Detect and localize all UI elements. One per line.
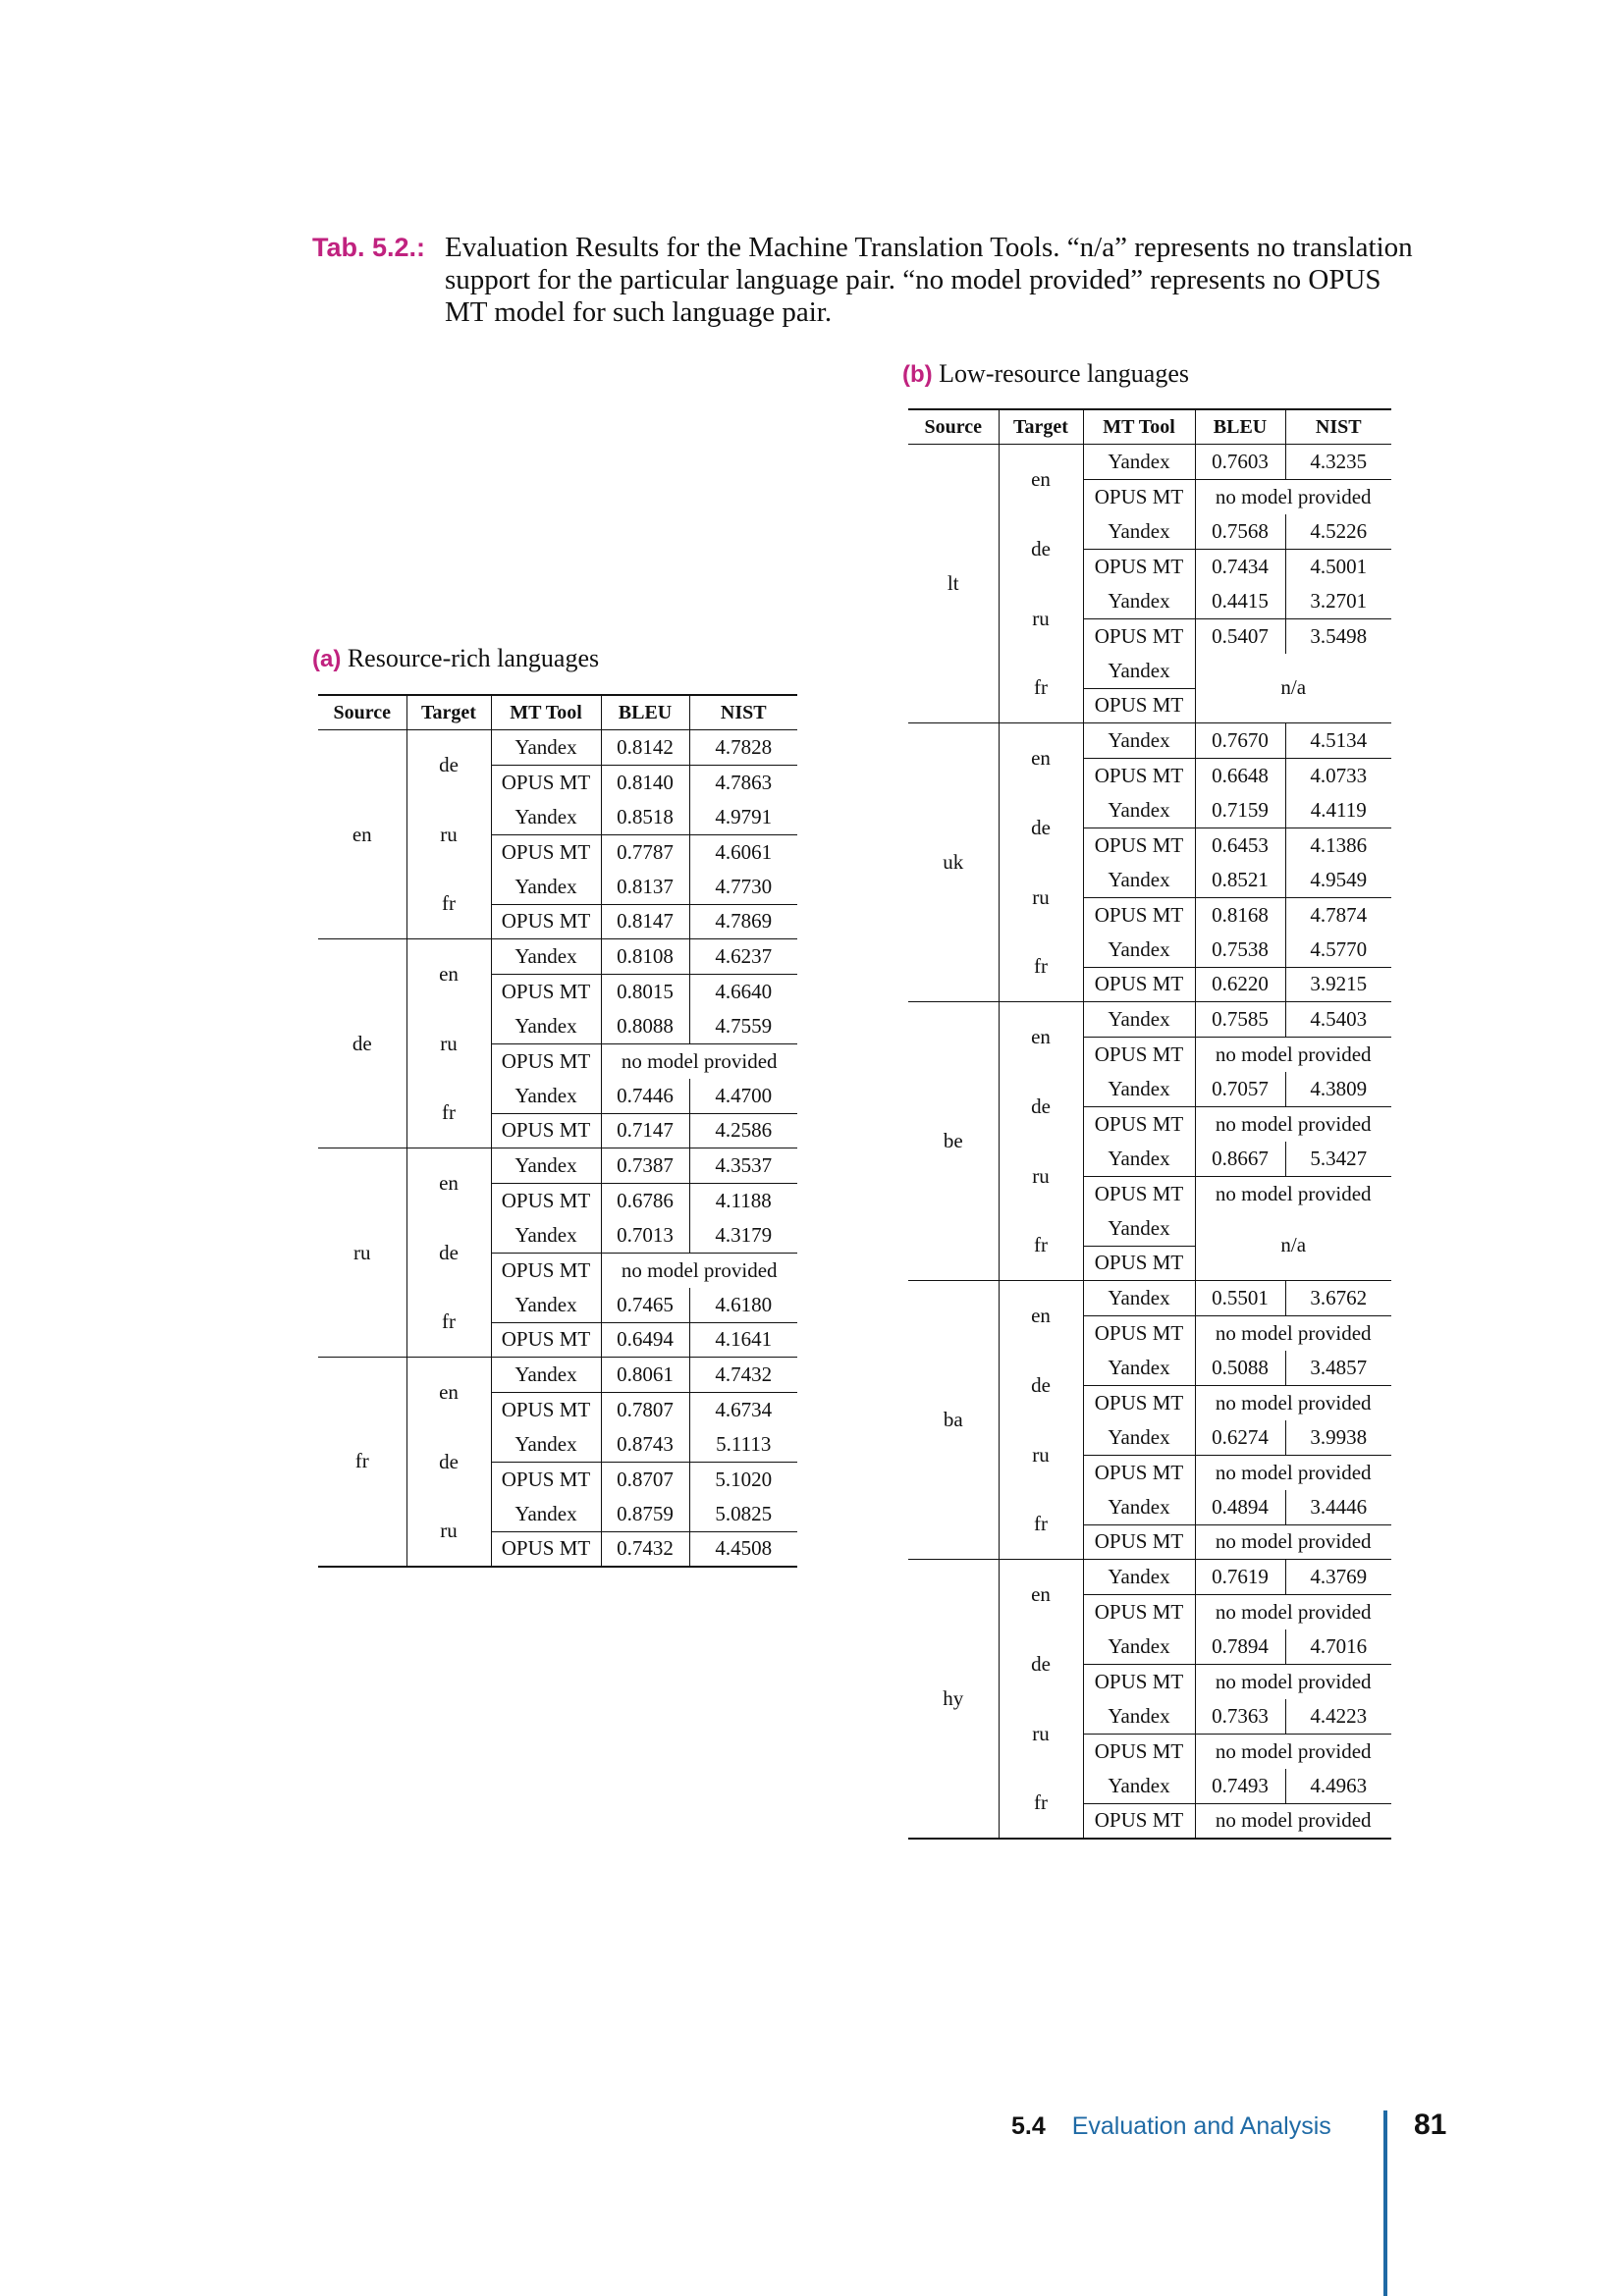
- target-cell: ru: [406, 1497, 491, 1567]
- table-row: [908, 1002, 1391, 1038]
- nist-cell: 3.2701: [1285, 584, 1391, 619]
- bleu-cell: 0.8667: [1195, 1142, 1285, 1177]
- nist-cell: 4.7869: [689, 904, 797, 939]
- column-header: BLEU: [1195, 409, 1285, 445]
- nist-cell: 4.7559: [689, 1009, 797, 1044]
- mt-tool-cell: Yandex: [491, 1358, 601, 1393]
- source-cell: ru: [353, 1240, 371, 1264]
- nist-cell: 4.5226: [1285, 514, 1391, 550]
- nist-cell: 4.7016: [1285, 1629, 1391, 1665]
- nist-cell: 4.0733: [1285, 758, 1391, 793]
- nist-cell: 4.4508: [689, 1531, 797, 1567]
- resource-rich-table: [318, 694, 797, 1568]
- mt-tool-cell: OPUS MT: [491, 1253, 601, 1288]
- bleu-cell: 0.6648: [1195, 758, 1285, 793]
- target-cell: ru: [999, 1142, 1083, 1211]
- source-cell: fr: [354, 1449, 369, 1473]
- nist-cell: 4.3809: [1285, 1072, 1391, 1107]
- nist-cell: 4.3769: [1285, 1560, 1391, 1595]
- column-header: Target: [999, 409, 1083, 445]
- nist-cell: 4.7730: [689, 870, 797, 905]
- bleu-cell: 0.7446: [601, 1079, 689, 1114]
- mt-tool-cell: OPUS MT: [1083, 479, 1195, 514]
- bleu-cell: 0.8015: [601, 974, 689, 1009]
- table-row: [908, 445, 1391, 480]
- nist-cell: 3.9215: [1285, 967, 1391, 1002]
- mt-tool-cell: Yandex: [1083, 1629, 1195, 1665]
- source-cell: lt: [947, 571, 959, 595]
- nist-cell: 4.1386: [1285, 828, 1391, 863]
- source-group: [318, 1358, 797, 1567]
- source-cell: be: [943, 1129, 963, 1152]
- source-group: [318, 939, 797, 1148]
- bleu-cell: 0.4894: [1195, 1490, 1285, 1525]
- nist-cell: 3.4446: [1285, 1490, 1391, 1525]
- mt-tool-cell: OPUS MT: [1083, 1803, 1195, 1839]
- header-row: [908, 409, 1391, 445]
- bleu-cell: 0.8518: [601, 800, 689, 835]
- target-cell: en: [999, 1281, 1083, 1351]
- mt-tool-cell: Yandex: [1083, 1769, 1195, 1804]
- mt-tool-cell: OPUS MT: [491, 1043, 601, 1079]
- target-cell: ru: [406, 800, 491, 870]
- nist-cell: 4.6180: [689, 1288, 797, 1323]
- mt-tool-cell: Yandex: [491, 1288, 601, 1323]
- subtable-a-panel: [318, 694, 797, 1568]
- target-cell: de: [999, 793, 1083, 863]
- mt-tool-cell: OPUS MT: [1083, 967, 1195, 1002]
- source-cell: de: [352, 1031, 372, 1055]
- column-header: NIST: [1285, 409, 1391, 445]
- source-group: [908, 1281, 1391, 1560]
- bleu-cell: 0.8137: [601, 870, 689, 905]
- target-cell: fr: [999, 1211, 1083, 1281]
- source-group: [908, 723, 1391, 1002]
- mt-tool-cell: Yandex: [1083, 1142, 1195, 1177]
- table-row: [318, 1148, 797, 1184]
- bleu-cell: 0.6494: [601, 1322, 689, 1358]
- bleu-cell: 0.8088: [601, 1009, 689, 1044]
- mt-tool-cell: Yandex: [1083, 1002, 1195, 1038]
- bleu-cell: 0.7159: [1195, 793, 1285, 828]
- page-number: 81: [1414, 2109, 1447, 2141]
- mt-tool-cell: OPUS MT: [1083, 1734, 1195, 1769]
- bleu-cell: 0.8743: [601, 1427, 689, 1463]
- mt-tool-cell: Yandex: [1083, 933, 1195, 968]
- section-number: 5.4: [1011, 2112, 1046, 2140]
- target-cell: fr: [406, 1288, 491, 1358]
- bleu-cell: 0.8061: [601, 1358, 689, 1393]
- column-header: NIST: [689, 695, 797, 730]
- mt-tool-cell: OPUS MT: [1083, 1455, 1195, 1490]
- nist-cell: 4.6061: [689, 834, 797, 870]
- nist-cell: 3.6762: [1285, 1281, 1391, 1316]
- bleu-cell: 0.6274: [1195, 1420, 1285, 1456]
- mt-tool-cell: OPUS MT: [491, 1531, 601, 1567]
- target-cell: de: [999, 1351, 1083, 1420]
- mt-tool-cell: Yandex: [491, 939, 601, 975]
- mt-tool-cell: OPUS MT: [1083, 1315, 1195, 1351]
- mt-tool-cell: Yandex: [1083, 1699, 1195, 1735]
- mt-tool-cell: OPUS MT: [491, 974, 601, 1009]
- no-model-cell: no model provided: [1195, 1594, 1391, 1629]
- target-cell: en: [999, 723, 1083, 793]
- mt-tool-cell: Yandex: [491, 1079, 601, 1114]
- bleu-cell: 0.8142: [601, 730, 689, 766]
- bleu-cell: 0.8521: [1195, 863, 1285, 898]
- nist-cell: 4.4223: [1285, 1699, 1391, 1735]
- subtable-a-caption: [312, 644, 599, 673]
- nist-cell: 3.4857: [1285, 1351, 1391, 1386]
- mt-tool-cell: OPUS MT: [1083, 1385, 1195, 1420]
- nist-cell: 4.6237: [689, 939, 797, 975]
- column-header: MT Tool: [1083, 409, 1195, 445]
- target-cell: en: [406, 1358, 491, 1427]
- mt-tool-cell: Yandex: [491, 800, 601, 835]
- mt-tool-cell: OPUS MT: [1083, 1176, 1195, 1211]
- running-footer: [1011, 2112, 1331, 2141]
- nist-cell: 4.6734: [689, 1392, 797, 1427]
- bleu-cell: 0.5407: [1195, 618, 1285, 654]
- mt-tool-cell: Yandex: [491, 870, 601, 905]
- mt-tool-cell: OPUS MT: [491, 1322, 601, 1358]
- mt-tool-cell: Yandex: [491, 1427, 601, 1463]
- mt-tool-cell: OPUS MT: [1083, 1246, 1195, 1281]
- bleu-cell: 0.7434: [1195, 549, 1285, 584]
- bleu-cell: 0.7894: [1195, 1629, 1285, 1665]
- target-cell: ru: [406, 1009, 491, 1079]
- target-cell: fr: [406, 870, 491, 939]
- nist-cell: 5.1113: [689, 1427, 797, 1463]
- no-model-cell: no model provided: [1195, 1734, 1391, 1769]
- subtable-a-title: Resource-rich languages: [347, 644, 600, 672]
- no-model-cell: no model provided: [1195, 1664, 1391, 1699]
- source-group: [318, 1148, 797, 1358]
- mt-tool-cell: OPUS MT: [1083, 1594, 1195, 1629]
- bleu-cell: 0.7465: [601, 1288, 689, 1323]
- no-model-cell: no model provided: [601, 1253, 797, 1288]
- mt-tool-cell: Yandex: [1083, 654, 1195, 689]
- target-cell: ru: [999, 584, 1083, 654]
- nist-cell: 4.3537: [689, 1148, 797, 1184]
- bleu-cell: 0.7493: [1195, 1769, 1285, 1804]
- mt-tool-cell: OPUS MT: [491, 1183, 601, 1218]
- target-cell: de: [406, 730, 491, 800]
- target-cell: fr: [406, 1079, 491, 1148]
- nist-cell: 4.1188: [689, 1183, 797, 1218]
- source-group: [908, 1002, 1391, 1281]
- no-model-cell: no model provided: [1195, 1455, 1391, 1490]
- no-model-cell: no model provided: [1195, 1106, 1391, 1142]
- mt-tool-cell: Yandex: [1083, 1490, 1195, 1525]
- bleu-cell: 0.8147: [601, 904, 689, 939]
- bleu-cell: 0.7147: [601, 1113, 689, 1148]
- mt-tool-cell: OPUS MT: [491, 904, 601, 939]
- target-cell: fr: [999, 654, 1083, 723]
- mt-tool-cell: Yandex: [1083, 1420, 1195, 1456]
- target-cell: en: [999, 445, 1083, 514]
- nist-cell: 4.4963: [1285, 1769, 1391, 1804]
- bleu-cell: 0.8140: [601, 765, 689, 800]
- column-header: Source: [333, 701, 391, 723]
- mt-tool-cell: OPUS MT: [1083, 618, 1195, 654]
- target-cell: de: [999, 1072, 1083, 1142]
- table-row: [318, 1358, 797, 1393]
- bleu-cell: 0.7013: [601, 1218, 689, 1254]
- bleu-cell: 0.7568: [1195, 514, 1285, 550]
- header-row: [318, 695, 797, 730]
- target-cell: fr: [999, 933, 1083, 1002]
- no-model-cell: no model provided: [1195, 1037, 1391, 1072]
- nist-cell: 4.6640: [689, 974, 797, 1009]
- nist-cell: 4.7828: [689, 730, 797, 766]
- mt-tool-cell: OPUS MT: [1083, 549, 1195, 584]
- nist-cell: 4.7432: [689, 1358, 797, 1393]
- bleu-cell: 0.6220: [1195, 967, 1285, 1002]
- no-model-cell: no model provided: [1195, 1176, 1391, 1211]
- mt-tool-cell: OPUS MT: [1083, 1524, 1195, 1560]
- subtable-b-panel: [908, 408, 1391, 1840]
- mt-tool-cell: OPUS MT: [1083, 1037, 1195, 1072]
- bleu-cell: 0.8759: [601, 1497, 689, 1532]
- subtable-b-label: (b): [902, 361, 933, 388]
- bleu-cell: 0.4415: [1195, 584, 1285, 619]
- mt-tool-cell: OPUS MT: [1083, 828, 1195, 863]
- caption-text: Evaluation Results for the Machine Translation Tools. “n/a” represents no translation support for the particular language pair. “no model provided” represents no OPUS MT model for such language pair.: [445, 232, 1413, 328]
- mt-tool-cell: Yandex: [491, 1218, 601, 1254]
- mt-tool-cell: OPUS MT: [1083, 1664, 1195, 1699]
- mt-tool-cell: Yandex: [1083, 445, 1195, 480]
- nist-cell: 4.9549: [1285, 863, 1391, 898]
- source-group: [908, 1560, 1391, 1839]
- bleu-cell: 0.7363: [1195, 1699, 1285, 1735]
- mt-tool-cell: OPUS MT: [1083, 1106, 1195, 1142]
- bleu-cell: 0.7603: [1195, 445, 1285, 480]
- target-cell: en: [406, 939, 491, 1009]
- nist-cell: 4.5134: [1285, 723, 1391, 759]
- subtable-b-caption: [902, 359, 1189, 389]
- mt-tool-cell: Yandex: [491, 1148, 601, 1184]
- mt-tool-cell: OPUS MT: [1083, 897, 1195, 933]
- mt-tool-cell: Yandex: [1083, 584, 1195, 619]
- mt-tool-cell: Yandex: [491, 730, 601, 766]
- column-header: Target: [406, 695, 491, 730]
- target-cell: fr: [999, 1769, 1083, 1839]
- target-cell: en: [999, 1002, 1083, 1072]
- bleu-cell: 0.7057: [1195, 1072, 1285, 1107]
- source-cell: ba: [943, 1408, 963, 1431]
- mt-tool-cell: Yandex: [1083, 1351, 1195, 1386]
- nist-cell: 4.3179: [689, 1218, 797, 1254]
- nist-cell: 5.0825: [689, 1497, 797, 1532]
- bleu-cell: 0.7585: [1195, 1002, 1285, 1038]
- no-model-cell: no model provided: [1195, 1385, 1391, 1420]
- bleu-cell: 0.8707: [601, 1462, 689, 1497]
- mt-tool-cell: OPUS MT: [1083, 758, 1195, 793]
- nist-cell: 4.5001: [1285, 549, 1391, 584]
- source-cell: hy: [943, 1685, 964, 1710]
- mt-tool-cell: OPUS MT: [491, 1113, 601, 1148]
- nist-cell: 4.9791: [689, 800, 797, 835]
- bleu-cell: 0.5088: [1195, 1351, 1285, 1386]
- table-row: [908, 1560, 1391, 1595]
- bleu-cell: 0.8108: [601, 939, 689, 975]
- nist-cell: 3.5498: [1285, 618, 1391, 654]
- target-cell: de: [406, 1218, 491, 1288]
- nist-cell: 4.5770: [1285, 933, 1391, 968]
- low-resource-table: [908, 408, 1391, 1840]
- nist-cell: 4.3235: [1285, 445, 1391, 480]
- mt-tool-cell: Yandex: [1083, 1281, 1195, 1316]
- mt-tool-cell: Yandex: [491, 1009, 601, 1044]
- no-model-cell: no model provided: [601, 1043, 797, 1079]
- source-group: [908, 445, 1391, 723]
- bleu-cell: 0.5501: [1195, 1281, 1285, 1316]
- nist-cell: 4.2586: [689, 1113, 797, 1148]
- mt-tool-cell: OPUS MT: [491, 1392, 601, 1427]
- bleu-cell: 0.7619: [1195, 1560, 1285, 1595]
- bleu-cell: 0.7807: [601, 1392, 689, 1427]
- mt-tool-cell: OPUS MT: [1083, 688, 1195, 723]
- target-cell: de: [406, 1427, 491, 1497]
- nist-cell: 4.1641: [689, 1322, 797, 1358]
- na-cell: n/a: [1195, 654, 1391, 723]
- caption-label: Tab. 5.2.:: [312, 233, 426, 262]
- bleu-cell: 0.8168: [1195, 897, 1285, 933]
- bleu-cell: 0.6453: [1195, 828, 1285, 863]
- source-cell: uk: [943, 850, 964, 874]
- section-title: Evaluation and Analysis: [1071, 2112, 1331, 2140]
- nist-cell: 4.4700: [689, 1079, 797, 1114]
- target-cell: ru: [999, 863, 1083, 933]
- mt-tool-cell: OPUS MT: [491, 1462, 601, 1497]
- bleu-cell: 0.7432: [601, 1531, 689, 1567]
- column-header: BLEU: [601, 695, 689, 730]
- target-cell: fr: [999, 1490, 1083, 1560]
- mt-tool-cell: OPUS MT: [491, 834, 601, 870]
- column-header: MT Tool: [491, 695, 601, 730]
- mt-tool-cell: Yandex: [1083, 1211, 1195, 1247]
- table-row: [318, 730, 797, 766]
- nist-cell: 5.3427: [1285, 1142, 1391, 1177]
- subtable-a-label: (a): [312, 646, 342, 672]
- nist-cell: 4.7863: [689, 765, 797, 800]
- target-cell: ru: [999, 1420, 1083, 1490]
- target-cell: de: [999, 514, 1083, 584]
- bleu-cell: 0.7670: [1195, 723, 1285, 759]
- mt-tool-cell: Yandex: [1083, 793, 1195, 828]
- bleu-cell: 0.7787: [601, 834, 689, 870]
- no-model-cell: no model provided: [1195, 1524, 1391, 1560]
- source-cell: en: [352, 822, 372, 846]
- target-cell: en: [406, 1148, 491, 1218]
- mt-tool-cell: Yandex: [1083, 723, 1195, 759]
- mt-tool-cell: OPUS MT: [491, 765, 601, 800]
- no-model-cell: no model provided: [1195, 479, 1391, 514]
- nist-cell: 4.7874: [1285, 897, 1391, 933]
- footer-rule: [1383, 2110, 1387, 2296]
- no-model-cell: no model provided: [1195, 1315, 1391, 1351]
- bleu-cell: 0.7538: [1195, 933, 1285, 968]
- table-row: [908, 1281, 1391, 1316]
- table-row: [318, 939, 797, 975]
- mt-tool-cell: Yandex: [1083, 514, 1195, 550]
- source-group: [318, 730, 797, 939]
- nist-cell: 3.9938: [1285, 1420, 1391, 1456]
- na-cell: n/a: [1195, 1211, 1391, 1281]
- mt-tool-cell: Yandex: [1083, 1560, 1195, 1595]
- nist-cell: 4.5403: [1285, 1002, 1391, 1038]
- target-cell: de: [999, 1629, 1083, 1699]
- bleu-cell: 0.6786: [601, 1183, 689, 1218]
- table-row: [908, 723, 1391, 759]
- bleu-cell: 0.7387: [601, 1148, 689, 1184]
- target-cell: en: [999, 1560, 1083, 1629]
- column-header: Source: [924, 415, 982, 438]
- target-cell: ru: [999, 1699, 1083, 1769]
- mt-tool-cell: Yandex: [1083, 863, 1195, 898]
- mt-tool-cell: Yandex: [491, 1497, 601, 1532]
- subtable-b-title: Low-resource languages: [939, 359, 1189, 388]
- nist-cell: 4.4119: [1285, 793, 1391, 828]
- no-model-cell: no model provided: [1195, 1803, 1391, 1839]
- nist-cell: 5.1020: [689, 1462, 797, 1497]
- mt-tool-cell: Yandex: [1083, 1072, 1195, 1107]
